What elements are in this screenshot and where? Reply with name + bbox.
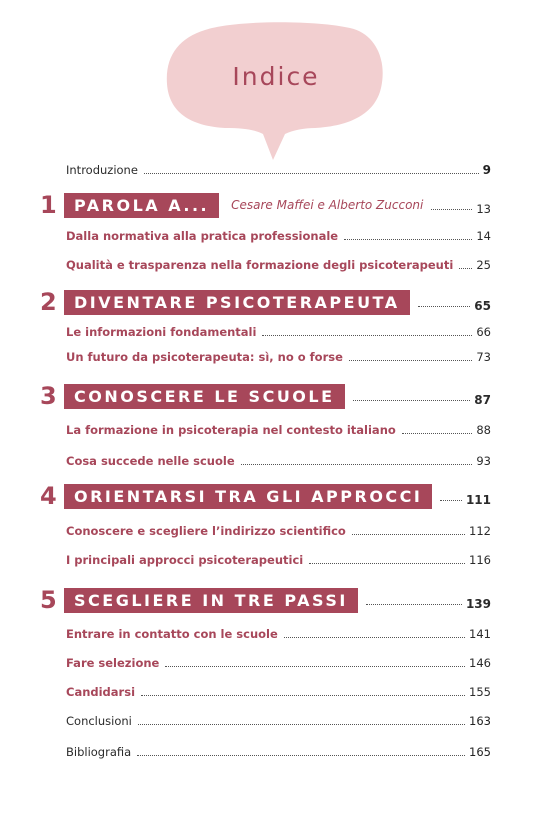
toc-entry-label: Conoscere e scegliere l’indirizzo scientifico — [66, 524, 346, 538]
chapter-page: 111 — [465, 493, 491, 507]
toc-entry-page: 66 — [476, 325, 491, 339]
toc-entry[interactable] — [66, 683, 491, 699]
chapter-5-heading[interactable] — [40, 585, 491, 615]
dot-leader — [141, 695, 465, 696]
speech-bubble-shape — [165, 22, 387, 162]
toc-entry-page: 25 — [476, 258, 491, 272]
chapter-authors: Cesare Maffei e Alberto Zucconi — [231, 198, 424, 212]
toc-entry-page: 163 — [469, 714, 491, 728]
chapter-number: 1 — [40, 191, 57, 219]
chapter-number: 3 — [40, 382, 57, 410]
toc-entry-page: 141 — [469, 627, 491, 641]
title-bubble — [165, 22, 387, 162]
chapter-page: 65 — [474, 299, 491, 313]
toc-entry-bibliografia[interactable] — [66, 743, 491, 759]
chapter-4-heading[interactable] — [40, 481, 491, 511]
toc-entry-label: Cosa succede nelle scuole — [66, 454, 235, 468]
dot-leader — [431, 209, 472, 210]
toc-entry-page: 155 — [469, 685, 491, 699]
toc-entry[interactable] — [66, 625, 491, 641]
toc-entry-label: Introduzione — [66, 163, 138, 177]
chapter-title: PAROLA A... — [64, 193, 219, 218]
toc-entry-page: 88 — [476, 423, 491, 437]
toc-entry[interactable] — [66, 348, 491, 364]
toc-entry-label: Qualità e trasparenza nella formazione degli psicoterapeuti — [66, 258, 454, 272]
dot-leader — [144, 173, 479, 174]
toc-entry-page: 73 — [476, 350, 491, 364]
toc-entry-label: Entrare in contatto con le scuole — [66, 627, 278, 641]
toc-entry-label: La formazione in psicoterapia nel contesto italiano — [66, 423, 396, 437]
toc-entry-label: Dalla normativa alla pratica professionale — [66, 229, 339, 243]
toc-entry-introduzione[interactable] — [66, 161, 491, 177]
toc-entry-label: Bibliografia — [66, 745, 132, 759]
toc-entry-conclusioni[interactable] — [66, 712, 491, 728]
dot-leader — [418, 306, 471, 307]
dot-leader — [366, 604, 462, 605]
toc-entry-page: 14 — [476, 229, 491, 243]
toc-entry-label: I principali approcci psicoterapeutici — [66, 553, 304, 567]
toc-entry[interactable] — [66, 654, 491, 670]
chapter-number: 4 — [40, 482, 57, 510]
page-title: Indice — [232, 62, 320, 91]
dot-leader — [138, 724, 465, 725]
toc-entry-page: 165 — [469, 745, 491, 759]
chapter-3-heading[interactable] — [40, 381, 491, 411]
toc-entry-page: 93 — [476, 454, 491, 468]
toc-entry[interactable] — [66, 421, 491, 437]
chapter-title: ORIENTARSI TRA GLI APPROCCI — [64, 484, 432, 509]
dot-leader — [309, 563, 465, 564]
chapter-page: 13 — [476, 202, 491, 216]
toc-entry[interactable] — [66, 522, 491, 538]
chapter-1-heading[interactable] — [40, 190, 491, 220]
toc-entry[interactable] — [66, 227, 491, 243]
dot-leader — [352, 534, 465, 535]
dot-leader — [262, 335, 472, 336]
toc-entry[interactable] — [66, 551, 491, 567]
dot-leader — [241, 464, 473, 465]
toc-entry[interactable] — [66, 256, 491, 272]
chapter-title: CONOSCERE LE SCUOLE — [64, 384, 345, 409]
toc-entry-label: Conclusioni — [66, 714, 132, 728]
toc-entry-page: 116 — [469, 553, 491, 567]
dot-leader — [344, 239, 472, 240]
toc-entry[interactable] — [66, 323, 491, 339]
chapter-page: 87 — [474, 393, 491, 407]
toc-entry-page: 9 — [482, 163, 491, 177]
toc-entry-label: Le informazioni fondamentali — [66, 325, 257, 339]
chapter-number: 5 — [40, 586, 57, 614]
dot-leader — [137, 755, 465, 756]
toc-entry-page: 112 — [469, 524, 491, 538]
toc-entry-label: Un futuro da psicoterapeuta: sì, no o forse — [66, 350, 343, 364]
dot-leader — [402, 433, 473, 434]
chapter-2-heading[interactable] — [40, 287, 491, 317]
dot-leader — [349, 360, 472, 361]
chapter-title: SCEGLIERE IN TRE PASSI — [64, 588, 358, 613]
dot-leader — [284, 637, 465, 638]
toc-entry-page: 146 — [469, 656, 491, 670]
dot-leader — [459, 268, 472, 269]
chapter-number: 2 — [40, 288, 57, 316]
dot-leader — [165, 666, 465, 667]
dot-leader — [440, 500, 462, 501]
toc-entry-label: Fare selezione — [66, 656, 160, 670]
chapter-page: 139 — [465, 597, 491, 611]
toc-entry-label: Candidarsi — [66, 685, 136, 699]
dot-leader — [353, 400, 471, 401]
toc-entry[interactable] — [66, 452, 491, 468]
chapter-title: DIVENTARE PSICOTERAPEUTA — [64, 290, 410, 315]
